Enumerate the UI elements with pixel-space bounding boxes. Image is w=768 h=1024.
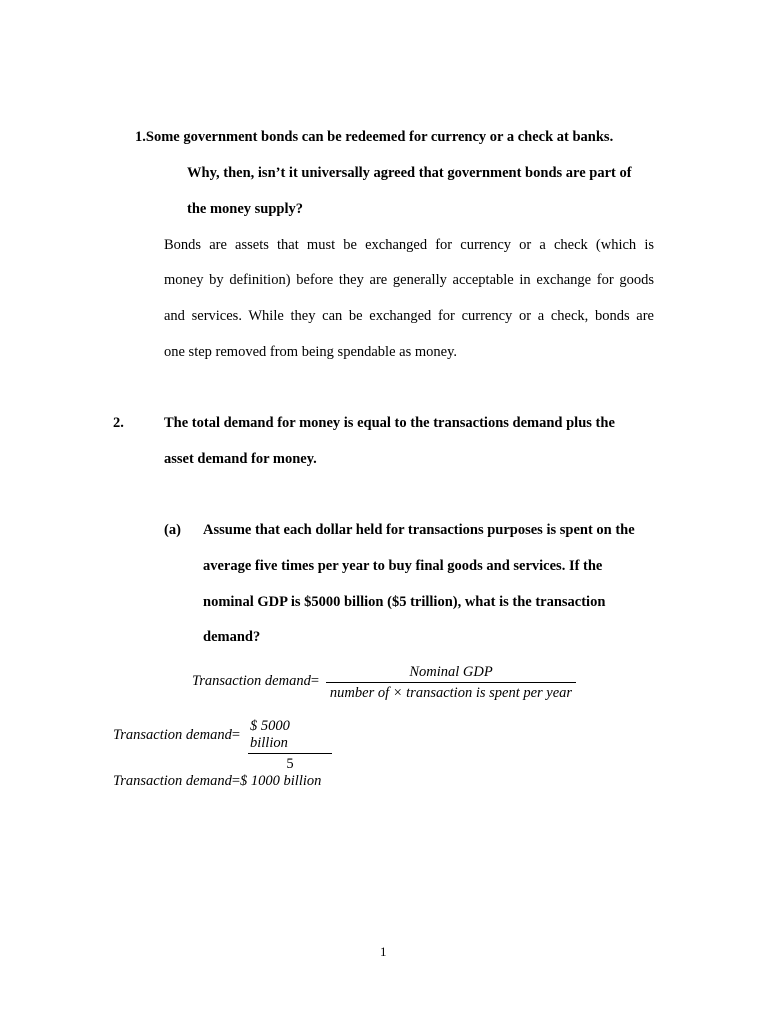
eq2-numerator: $ 5000 billion [250,718,290,751]
page-number: 1 [380,944,387,959]
eq3 [113,773,321,790]
eq1-lhs [192,673,319,690]
eq2-lhs-text: Transaction demand [113,727,232,743]
q1-line2: Why, then, isn’t it universally agreed that government bonds are part of [187,165,632,181]
eq1-lhs-text: Transaction demand [192,673,311,689]
eq2-lhs [113,727,240,744]
eq2-equals: = [231,727,241,743]
q1-line1: 1.Some government bonds can be redeemed for currency or a check at banks. [135,129,614,145]
q1-answer-line4: one step removed from being spendable as money. [164,344,458,360]
q2-line1: The total demand for money is equal to the transactions demand plus the [164,415,615,431]
q1-answer-line2: money by definition) before they are generally acceptable in exchange for goods [164,272,654,288]
q1-answer-line1: Bonds are assets that must be exchanged for currency or a check (which is [164,237,654,253]
q1-answer-line3: and services. While they can be exchanged for currency or a check, bonds are [164,308,654,324]
eq1-fraction [326,664,576,702]
q2a-line3: nominal GDP is $5000 billion ($5 trillion), what is the transaction [203,594,606,610]
q2a-line1: Assume that each dollar held for transactions purposes is spent on the [203,522,635,538]
eq2-fraction [248,718,332,773]
eq1-denominator: number of × transaction is spent per year [329,685,573,701]
eq2-denominator: 5 [286,756,294,772]
q2a-label: (a) [164,522,181,538]
eq1-numerator: Nominal GDP [409,664,493,680]
q2-line2: asset demand for money. [164,451,317,467]
eq3-lhs-text: Transaction demand [113,773,232,789]
eq1-equals: = [310,673,320,689]
q2a-line2: average five times per year to buy final goods and services. If the [203,558,603,574]
q2-number: 2. [113,415,124,431]
q2a-line4: demand? [203,629,261,645]
q1-line3: the money supply? [187,201,304,217]
eq3-equals: = [231,773,241,789]
eq3-rhs: $ 1000 billion [240,773,322,789]
